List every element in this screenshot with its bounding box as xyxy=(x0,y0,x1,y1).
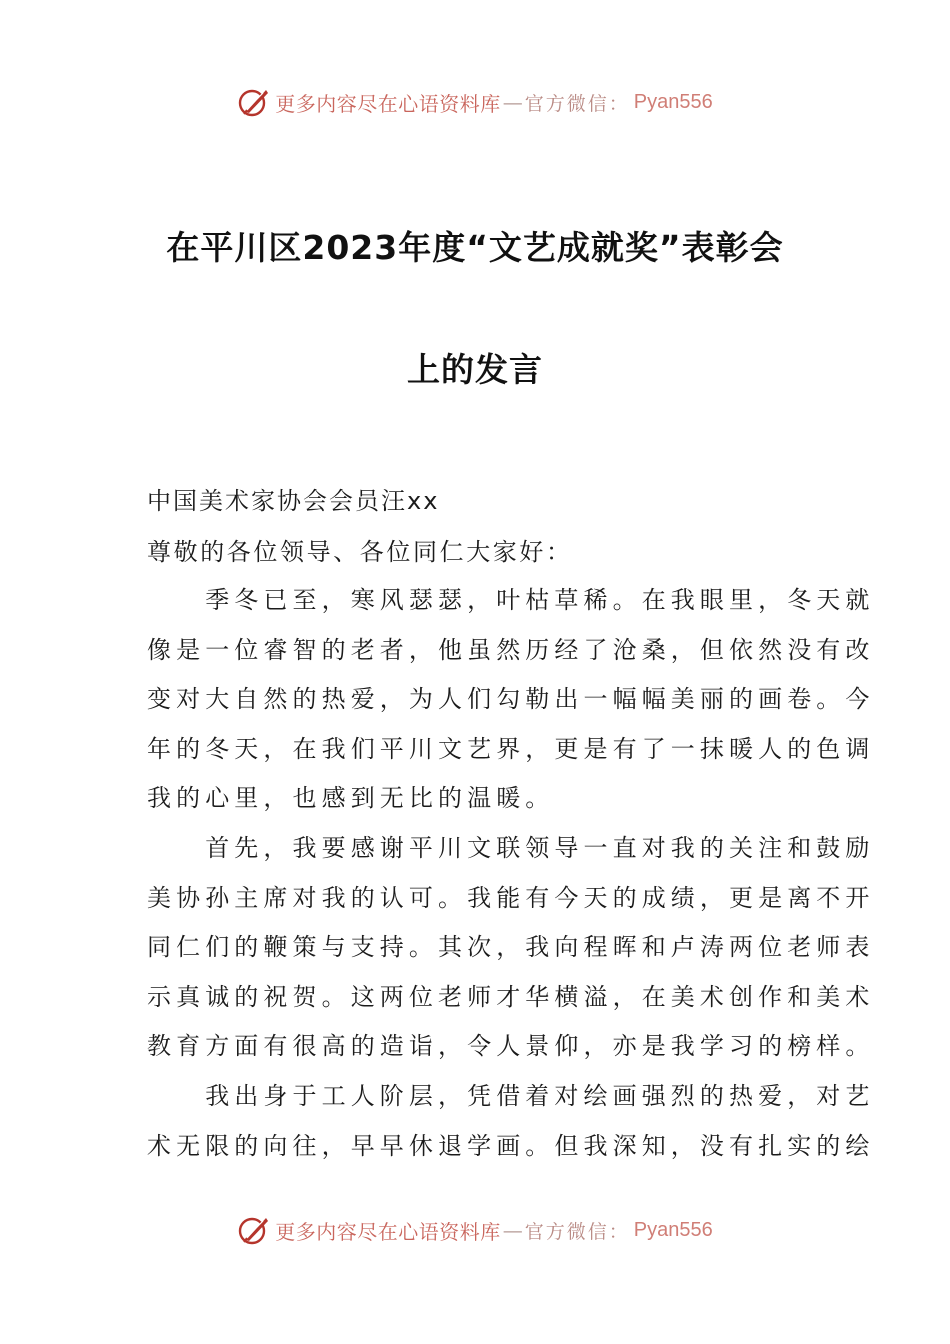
paragraph-2 xyxy=(147,824,875,1072)
banner-wechat-id: Pyan556 xyxy=(633,1218,713,1241)
banner-dash: — xyxy=(502,90,523,114)
paragraph-line: 示真诚的祝贺。这两位老师才华横溢，在美术创作和美术 xyxy=(147,982,875,1011)
document-title-line-1: 在平川区2023年度“文艺成就奖”表彰会 xyxy=(166,228,784,267)
banner-dash: — xyxy=(502,1218,523,1242)
paragraph-line: 首先，我要感谢平川文联领导一直对我的关注和鼓励 xyxy=(147,834,875,862)
quill-pen-icon xyxy=(237,85,271,119)
document-title-line-2: 上的发言 xyxy=(407,350,543,389)
paragraph-line: 同仁们的鞭策与支持。其次，我向程晖和卢涛两位老师表 xyxy=(147,933,875,962)
author-line: 中国美术家协会会员汪xx xyxy=(147,487,440,515)
paragraph-3 xyxy=(147,1072,875,1171)
paragraph-line: 术无限的向往，早早休退学画。但我深知，没有扎实的绘 xyxy=(147,1131,875,1160)
footer-banner xyxy=(0,1208,950,1252)
paragraph-line: 我的心里，也感到无比的温暖。 xyxy=(147,784,555,813)
banner-text: 更多内容尽在心语资料库 xyxy=(275,91,501,116)
paragraph-1 xyxy=(147,576,875,824)
paragraph-line: 季冬已至，寒风瑟瑟，叶枯草稀。在我眼里，冬天就 xyxy=(147,586,875,614)
banner-text: 更多内容尽在心语资料库 xyxy=(275,1219,501,1244)
paragraph-line: 教育方面有很高的造诣，令人景仰，亦是我学习的榜样。 xyxy=(147,1032,875,1061)
quill-pen-icon xyxy=(237,1213,271,1247)
paragraph-line: 我出身于工人阶层，凭借着对绘画强烈的热爱，对艺 xyxy=(147,1082,875,1110)
paragraph-line: 变对大自然的热爱，为人们勾勒出一幅幅美丽的画卷。今 xyxy=(147,685,875,714)
paragraph-line: 美协孙主席对我的认可。我能有今天的成绩，更是离不开 xyxy=(147,883,875,912)
banner-wechat-label: 官方微信： xyxy=(524,92,630,115)
header-banner xyxy=(0,80,950,124)
banner-wechat-id: Pyan556 xyxy=(633,90,713,113)
greeting-line: 尊敬的各位领导、各位同仁大家好： xyxy=(147,538,573,566)
banner-wechat-label: 官方微信： xyxy=(524,1220,630,1243)
paragraph-line: 年的冬天，在我们平川文艺界，更是有了一抹暖人的色调 xyxy=(147,734,875,763)
paragraph-line: 像是一位睿智的老者，他虽然历经了沧桑，但依然没有改 xyxy=(147,635,875,664)
